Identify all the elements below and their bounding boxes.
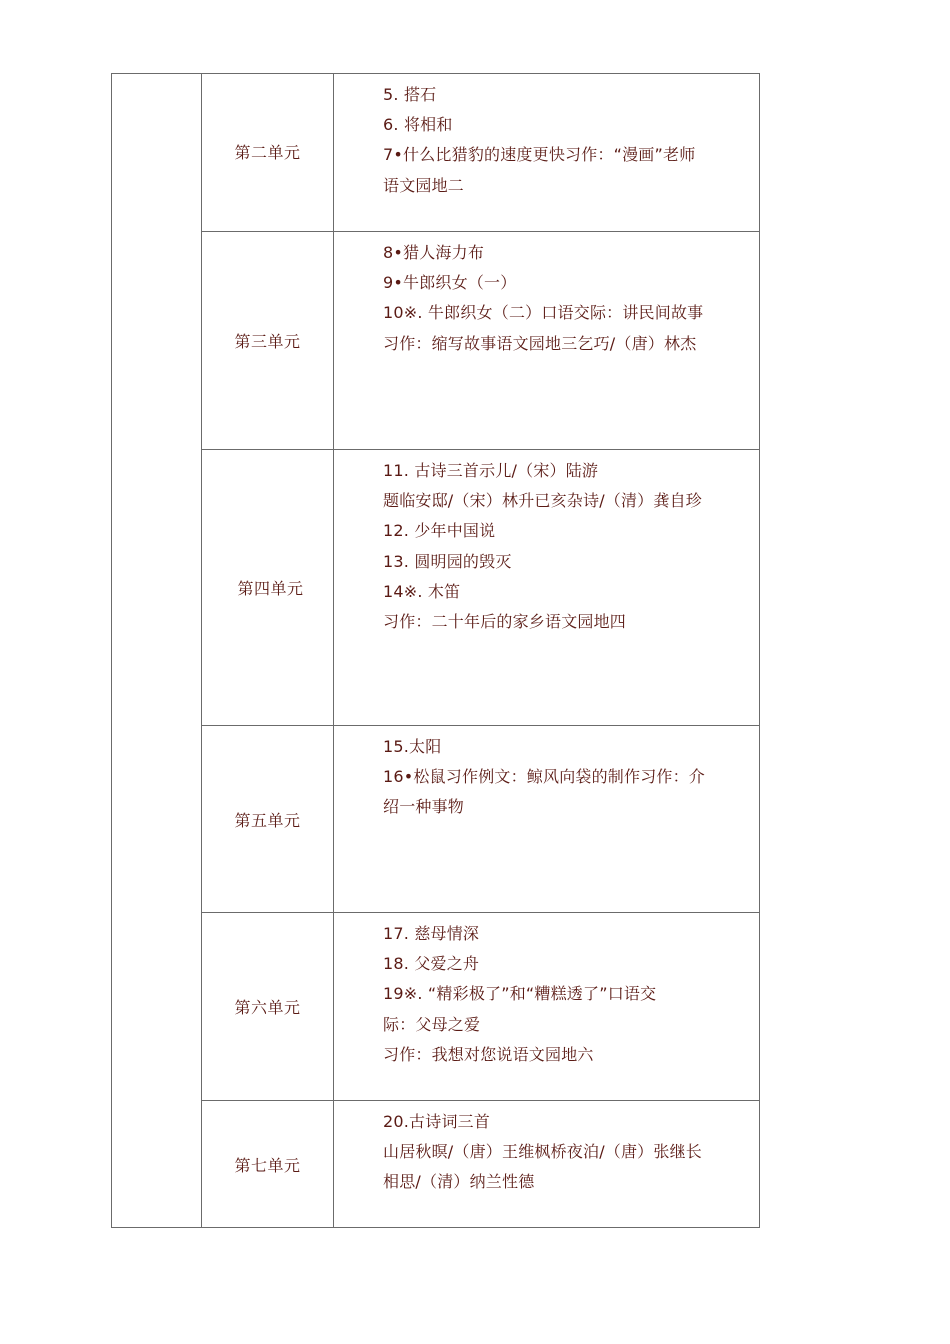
unit-name: 第五单元 [202,726,334,912]
unit-row [202,913,760,1101]
unit-name: 第七单元 [202,1101,334,1227]
lesson-line: 9•牛郎织女（一） [383,273,517,293]
unit-lessons [334,74,760,231]
lesson-line: 20.古诗词三首 [383,1112,491,1131]
unit-lessons [334,1101,760,1227]
unit-row [202,74,760,232]
lesson-line: 6. 将相和 [383,115,453,135]
unit-lessons [334,450,760,725]
lesson-line: 15.太阳 [383,737,442,756]
lesson-line: 17. 慈母情深 [383,924,480,943]
lesson-line: 11. 古诗三首示儿/（宋）陆游 [383,461,599,480]
curriculum-table [111,73,760,1228]
lesson-line: 相思/（清）纳兰性德 [383,1172,535,1192]
unit-lessons [334,726,760,912]
unit-name: 第三单元 [202,232,334,449]
lesson-line: 题临安邸/（宋）林升已亥杂诗/（清）龚自珍 [383,491,702,511]
lesson-line: 绍一种事物 [383,797,465,817]
lesson-line: 13. 圆明园的毁灭 [383,551,512,571]
unit-lessons [334,913,760,1100]
lesson-line: 10※. 牛郎织女（二）口语交际：讲民间故事 [383,303,704,323]
lesson-line: 语文园地二 [383,175,465,195]
unit-name: 第六单元 [202,913,334,1100]
unit-row [202,1101,760,1227]
unit-lessons [334,232,760,449]
blank-column [112,74,202,1227]
unit-name: 第四单元 [202,450,334,725]
lesson-line: 5. 搭石 [383,85,437,104]
lesson-line: 19※. “精彩极了”和“糟糕透了”口语交 [383,984,657,1004]
lesson-line: 习作：二十年后的家乡语文园地四 [383,612,627,632]
lesson-line: 16•松鼠习作例文：鲸风向袋的制作习作：介 [383,767,705,787]
lesson-line: 习作：缩写故事语文园地三乞巧/（唐）林杰 [383,333,697,353]
lesson-line: 山居秋暝/（唐）王维枫桥夜泊/（唐）张继长 [383,1142,702,1162]
lesson-line: 7•什么比猎豹的速度更快习作：“漫画”老师 [383,145,696,165]
lesson-line: 18. 父爱之舟 [383,954,480,974]
unit-row [202,726,760,913]
lesson-line: 际：父母之爱 [383,1014,481,1034]
unit-name: 第二单元 [202,74,334,231]
unit-row [202,232,760,450]
lesson-line: 习作：我想对您说语文园地六 [383,1044,594,1064]
lesson-line: 12. 少年中国说 [383,521,496,541]
unit-row [202,450,760,726]
lesson-line: 8•猎人海力布 [383,243,485,262]
lesson-line: 14※. 木笛 [383,581,461,601]
